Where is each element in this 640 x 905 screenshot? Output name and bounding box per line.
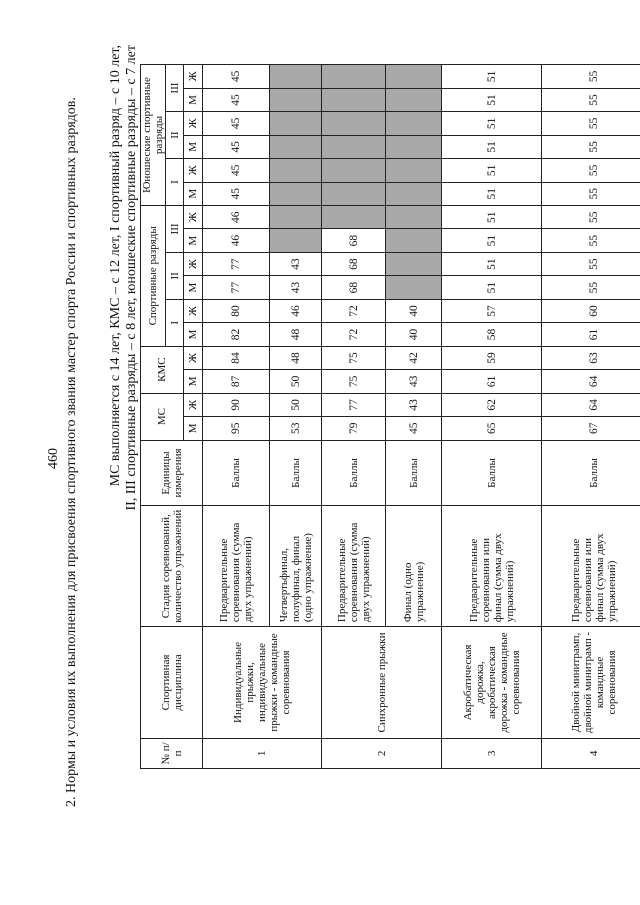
gender-m: М: [184, 276, 203, 299]
value-cell: 87: [203, 370, 270, 393]
value-cell: 62: [442, 393, 542, 416]
value-cell: 50: [270, 393, 322, 416]
row-number: 1: [203, 738, 322, 768]
unit-cell: Баллы: [542, 440, 640, 506]
shaded-cell: [322, 159, 386, 182]
header-rank-1: I: [166, 299, 184, 346]
value-cell: 55: [542, 135, 640, 158]
gender-f: Ж: [184, 159, 203, 182]
value-cell: 64: [542, 393, 640, 416]
value-cell: 51: [442, 182, 542, 205]
shaded-cell: [322, 182, 386, 205]
value-cell: 60: [542, 299, 640, 322]
table-row: [203, 65, 270, 769]
shaded-cell: [270, 182, 322, 205]
row-number: 3: [442, 738, 542, 768]
value-cell: 68: [322, 229, 386, 252]
shaded-cell: [386, 229, 442, 252]
stage-cell: Финал (одно упражнение): [386, 506, 442, 627]
value-cell: 51: [442, 159, 542, 182]
header-youth-rank-3: III: [166, 65, 184, 112]
discipline-cell: Синхронные прыжки: [322, 627, 442, 739]
shaded-cell: [270, 135, 322, 158]
shaded-cell: [322, 88, 386, 111]
unit-cell: Баллы: [270, 440, 322, 506]
value-cell: 80: [203, 299, 270, 322]
discipline-cell: Индивидуальные прыжки, индивидуальные прыжки - командные соревнования: [203, 627, 322, 739]
value-cell: 45: [203, 135, 270, 158]
value-cell: 64: [542, 370, 640, 393]
shaded-cell: [386, 205, 442, 228]
norms-table: [140, 64, 640, 769]
value-cell: 84: [203, 346, 270, 369]
value-cell: 75: [322, 346, 386, 369]
shaded-cell: [270, 159, 322, 182]
header-num: № п/п: [141, 738, 203, 768]
gender-f: Ж: [184, 252, 203, 275]
row-number: 4: [542, 738, 640, 768]
value-cell: 46: [203, 205, 270, 228]
value-cell: 55: [542, 205, 640, 228]
header-youth-rank-2: II: [166, 112, 184, 159]
row-number: 2: [322, 738, 442, 768]
table-row: [542, 65, 640, 769]
value-cell: 43: [386, 393, 442, 416]
value-cell: 75: [322, 370, 386, 393]
gender-m: М: [184, 229, 203, 252]
unit-cell: Баллы: [203, 440, 270, 506]
header-youth-ranks: Юношеские спортивные разряды: [141, 65, 166, 206]
value-cell: 68: [322, 276, 386, 299]
gender-m: М: [184, 182, 203, 205]
value-cell: 45: [203, 159, 270, 182]
value-cell: 61: [542, 323, 640, 346]
value-cell: 45: [203, 88, 270, 111]
value-cell: 59: [442, 346, 542, 369]
unit-cell: Баллы: [386, 440, 442, 506]
stage-cell: Предварительные соревнования или финал (сумма двух упражнений): [442, 506, 542, 627]
stage-cell: Четвертьфинал, полуфинал, финал (одно упражнение): [270, 506, 322, 627]
table-row: [322, 65, 386, 769]
value-cell: 55: [542, 229, 640, 252]
value-cell: 45: [203, 182, 270, 205]
header-sport-ranks: Спортивные разряды: [141, 205, 166, 346]
value-cell: 72: [322, 323, 386, 346]
header-ms: МС: [141, 393, 184, 440]
table-row: [442, 65, 542, 769]
value-cell: 61: [442, 370, 542, 393]
value-cell: 57: [442, 299, 542, 322]
value-cell: 51: [442, 135, 542, 158]
value-cell: 65: [442, 417, 542, 440]
shaded-cell: [322, 65, 386, 89]
shaded-cell: [386, 65, 442, 89]
gender-m: М: [184, 135, 203, 158]
shaded-cell: [386, 135, 442, 158]
value-cell: 77: [203, 276, 270, 299]
gender-m: М: [184, 323, 203, 346]
value-cell: 58: [442, 323, 542, 346]
discipline-cell: Акробатическая дорожка, акробатическая дорожка - командные соревнования: [442, 627, 542, 739]
value-cell: 55: [542, 65, 640, 89]
shaded-cell: [322, 205, 386, 228]
unit-cell: Баллы: [442, 440, 542, 506]
header-youth-rank-1: I: [166, 159, 184, 206]
norms-table-body: [203, 65, 640, 769]
gender-m: М: [184, 88, 203, 111]
value-cell: 79: [322, 417, 386, 440]
shaded-cell: [386, 252, 442, 275]
stage-cell: Предварительные соревнования (сумма двух упражнений): [322, 506, 386, 627]
header-rank-2: II: [166, 252, 184, 299]
gender-f: Ж: [184, 393, 203, 416]
age-line-1: МС выполняется с 14 лет, КМС – с 12 лет, I спортивный разряд – с 10 лет,: [108, 45, 123, 487]
shaded-cell: [270, 205, 322, 228]
value-cell: 63: [542, 346, 640, 369]
value-cell: 46: [203, 229, 270, 252]
stage-cell: Предварительные соревнования (сумма двух упражнений): [203, 506, 270, 627]
value-cell: 55: [542, 112, 640, 135]
value-cell: 48: [270, 323, 322, 346]
header-discipline: Спортивная дисциплина: [141, 627, 203, 739]
value-cell: 43: [270, 252, 322, 275]
shaded-cell: [270, 88, 322, 111]
value-cell: 45: [386, 417, 442, 440]
value-cell: 53: [270, 417, 322, 440]
value-cell: 48: [270, 346, 322, 369]
value-cell: 95: [203, 417, 270, 440]
value-cell: 51: [442, 65, 542, 89]
value-cell: 55: [542, 182, 640, 205]
shaded-cell: [322, 112, 386, 135]
value-cell: 43: [270, 276, 322, 299]
value-cell: 46: [270, 299, 322, 322]
header-stage: Стадия соревнований, количество упражнений: [141, 506, 203, 627]
value-cell: 51: [442, 229, 542, 252]
value-cell: 51: [442, 112, 542, 135]
gender-m: М: [184, 370, 203, 393]
shaded-cell: [322, 135, 386, 158]
value-cell: 72: [322, 299, 386, 322]
value-cell: 68: [322, 252, 386, 275]
gender-f: Ж: [184, 65, 203, 89]
value-cell: 40: [386, 299, 442, 322]
age-requirements: [108, 45, 140, 765]
value-cell: 77: [203, 252, 270, 275]
gender-f: Ж: [184, 112, 203, 135]
value-cell: 51: [442, 88, 542, 111]
value-cell: 90: [203, 393, 270, 416]
value-cell: 42: [386, 346, 442, 369]
value-cell: 45: [203, 65, 270, 89]
gender-m: М: [184, 417, 203, 440]
value-cell: 55: [542, 88, 640, 111]
header-unit: Единицы измерения: [141, 440, 203, 506]
value-cell: 67: [542, 417, 640, 440]
shaded-cell: [386, 182, 442, 205]
value-cell: 55: [542, 276, 640, 299]
age-line-2: II, III спортивные разряды – с 8 лет, юношеские спортивные разряды – с 7 лет: [124, 45, 139, 511]
value-cell: 40: [386, 323, 442, 346]
value-cell: 82: [203, 323, 270, 346]
page-number: 460: [46, 448, 61, 469]
value-cell: 45: [203, 112, 270, 135]
value-cell: 51: [442, 205, 542, 228]
gender-f: Ж: [184, 205, 203, 228]
shaded-cell: [270, 65, 322, 89]
section-heading: 2. Нормы и условия их выполнения для присвоения спортивного звания мастер спорта России и спортивных разрядов.: [64, 97, 79, 807]
shaded-cell: [270, 229, 322, 252]
header-rank-3: III: [166, 205, 184, 252]
shaded-cell: [386, 112, 442, 135]
gender-f: Ж: [184, 299, 203, 322]
header-kms: КМС: [141, 346, 184, 393]
shaded-cell: [386, 159, 442, 182]
value-cell: 55: [542, 252, 640, 275]
gender-f: Ж: [184, 346, 203, 369]
unit-cell: Баллы: [322, 440, 386, 506]
value-cell: 51: [442, 252, 542, 275]
value-cell: 55: [542, 159, 640, 182]
value-cell: 43: [386, 370, 442, 393]
value-cell: 77: [322, 393, 386, 416]
discipline-cell: Двойной минитрамп, двойной минитрамп - командные соревнования: [542, 627, 640, 739]
value-cell: 51: [442, 276, 542, 299]
shaded-cell: [386, 88, 442, 111]
shaded-cell: [386, 276, 442, 299]
shaded-cell: [270, 112, 322, 135]
value-cell: 50: [270, 370, 322, 393]
stage-cell: Предварительные соревнования или финал (сумма двух упражнений): [542, 506, 640, 627]
